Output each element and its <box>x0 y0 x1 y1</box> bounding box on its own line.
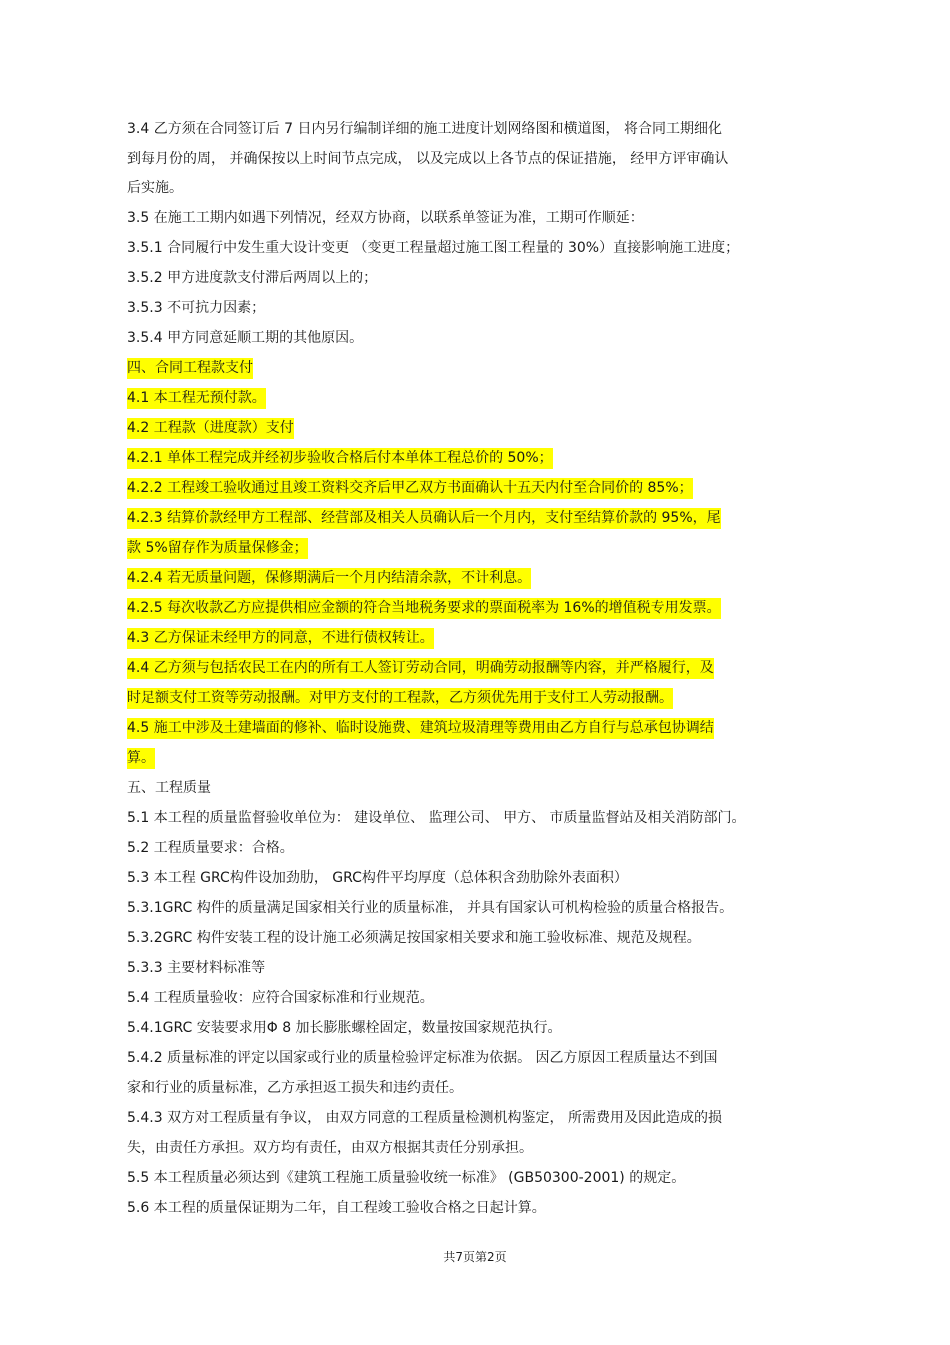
text-line: 3.4 乙方须在合同签订后 7 日内另行编制详细的施工进度计划网络图和横道图， 将合同工期细化 <box>127 121 722 137</box>
highlighted-text-line: 4.1 本工程无预付款。 <box>127 388 266 409</box>
text-line: 5.1 本工程的质量监督验收单位为： 建设单位、 监理公司、 甲方、 市质量监督站及相关消防部门。 <box>127 810 746 826</box>
highlighted-text-line: 时足额支付工资等劳动报酬。对甲方支付的工程款，乙方须优先用于支付工人劳动报酬。 <box>127 688 673 709</box>
text-line: 五、工程质量 <box>127 780 211 796</box>
text-line: 家和行业的质量标准，乙方承担返工损失和违约责任。 <box>127 1080 463 1096</box>
text-line: 5.3.1GRC 构件的质量满足国家相关行业的质量标准， 并具有国家认可机构检验的质量合格报告。 <box>127 900 734 916</box>
text-line: 3.5.4 甲方同意延顺工期的其他原因。 <box>127 330 364 346</box>
text-line: 5.3.3 主要材料标准等 <box>127 960 266 976</box>
text-line: 3.5.3 不可抗力因素； <box>127 300 266 316</box>
text-line: 到每月份的周， 并确保按以上时间节点完成， 以及完成以上各节点的保证措施， 经甲方评审确认 <box>127 151 729 167</box>
text-line: 失，由责任方承担。双方均有责任，由双方根据其责任分别承担。 <box>127 1140 533 1156</box>
text-line: 3.5.1 合同履行中发生重大设计变更 （变更工程量超过施工图工程量的 30%）直接影响施工进度； <box>127 240 740 256</box>
page-footer: 共7页第2页 <box>443 1250 507 1264</box>
highlighted-text-line: 4.4 乙方须与包括农民工在内的所有工人签订劳动合同，明确劳动报酬等内容，并严格履行，及 <box>127 658 714 679</box>
text-line: 5.4 工程质量验收：应符合国家标准和行业规范。 <box>127 990 434 1006</box>
highlighted-text-line: 四、合同工程款支付 <box>127 358 253 379</box>
text-line: 5.6 本工程的质量保证期为二年，自工程竣工验收合格之日起计算。 <box>127 1200 546 1216</box>
highlighted-text-line: 4.5 施工中涉及土建墙面的修补、临时设施费、建筑垃圾清理等费用由乙方自行与总承包协调结 <box>127 718 714 739</box>
highlighted-text-line: 4.2.5 每次收款乙方应提供相应金额的符合当地税务要求的票面税率为 16%的增值税专用发票。 <box>127 598 721 619</box>
text-line: 5.4.1GRC 安装要求用Φ 8 加长膨胀螺栓固定，数量按国家规范执行。 <box>127 1020 562 1036</box>
highlighted-text-line: 4.2.3 结算价款经甲方工程部、经营部及相关人员确认后一个月内，支付至结算价款的 95%，尾 <box>127 508 721 529</box>
text-line: 5.5 本工程质量必须达到《建筑工程施工质量验收统一标准》 (GB50300-2001) 的规定。 <box>127 1170 686 1186</box>
highlighted-text-line: 4.2 工程款（进度款）支付 <box>127 418 294 439</box>
highlighted-text-line: 算。 <box>127 748 155 769</box>
highlighted-text-line: 款 5%留存作为质量保修金； <box>127 538 308 559</box>
text-line: 5.3.2GRC 构件安装工程的设计施工必须满足按国家相关要求和施工验收标准、规范及规程。 <box>127 930 701 946</box>
text-line: 后实施。 <box>127 180 183 196</box>
text-line: 5.2 工程质量要求：合格。 <box>127 840 294 856</box>
highlighted-text-line: 4.2.1 单体工程完成并经初步验收合格后付本单体工程总价的 50%； <box>127 448 553 469</box>
text-line: 3.5 在施工工期内如遇下列情况，经双方协商，以联系单签证为准，工期可作顺延： <box>127 210 644 226</box>
highlighted-text-line: 4.3 乙方保证未经甲方的同意，不进行债权转让。 <box>127 628 434 649</box>
highlighted-text-line: 4.2.4 若无质量问题，保修期满后一个月内结清余款，不计利息。 <box>127 568 531 589</box>
highlighted-text-line: 4.2.2 工程竣工验收通过且竣工资料交齐后甲乙双方书面确认十五天内付至合同价的 85%； <box>127 478 693 499</box>
text-line: 3.5.2 甲方进度款支付滞后两周以上的； <box>127 270 378 286</box>
text-line: 5.4.3 双方对工程质量有争议， 由双方同意的工程质量检测机构鉴定， 所需费用及因此造成的损 <box>127 1110 722 1126</box>
text-line: 5.4.2 质量标准的评定以国家或行业的质量检验评定标准为依据。 因乙方原因工程质量达不到国 <box>127 1050 718 1066</box>
text-line: 5.3 本工程 GRC构件设加劲肋， GRC构件平均厚度（总体积含劲肋除外表面积） <box>127 870 628 886</box>
